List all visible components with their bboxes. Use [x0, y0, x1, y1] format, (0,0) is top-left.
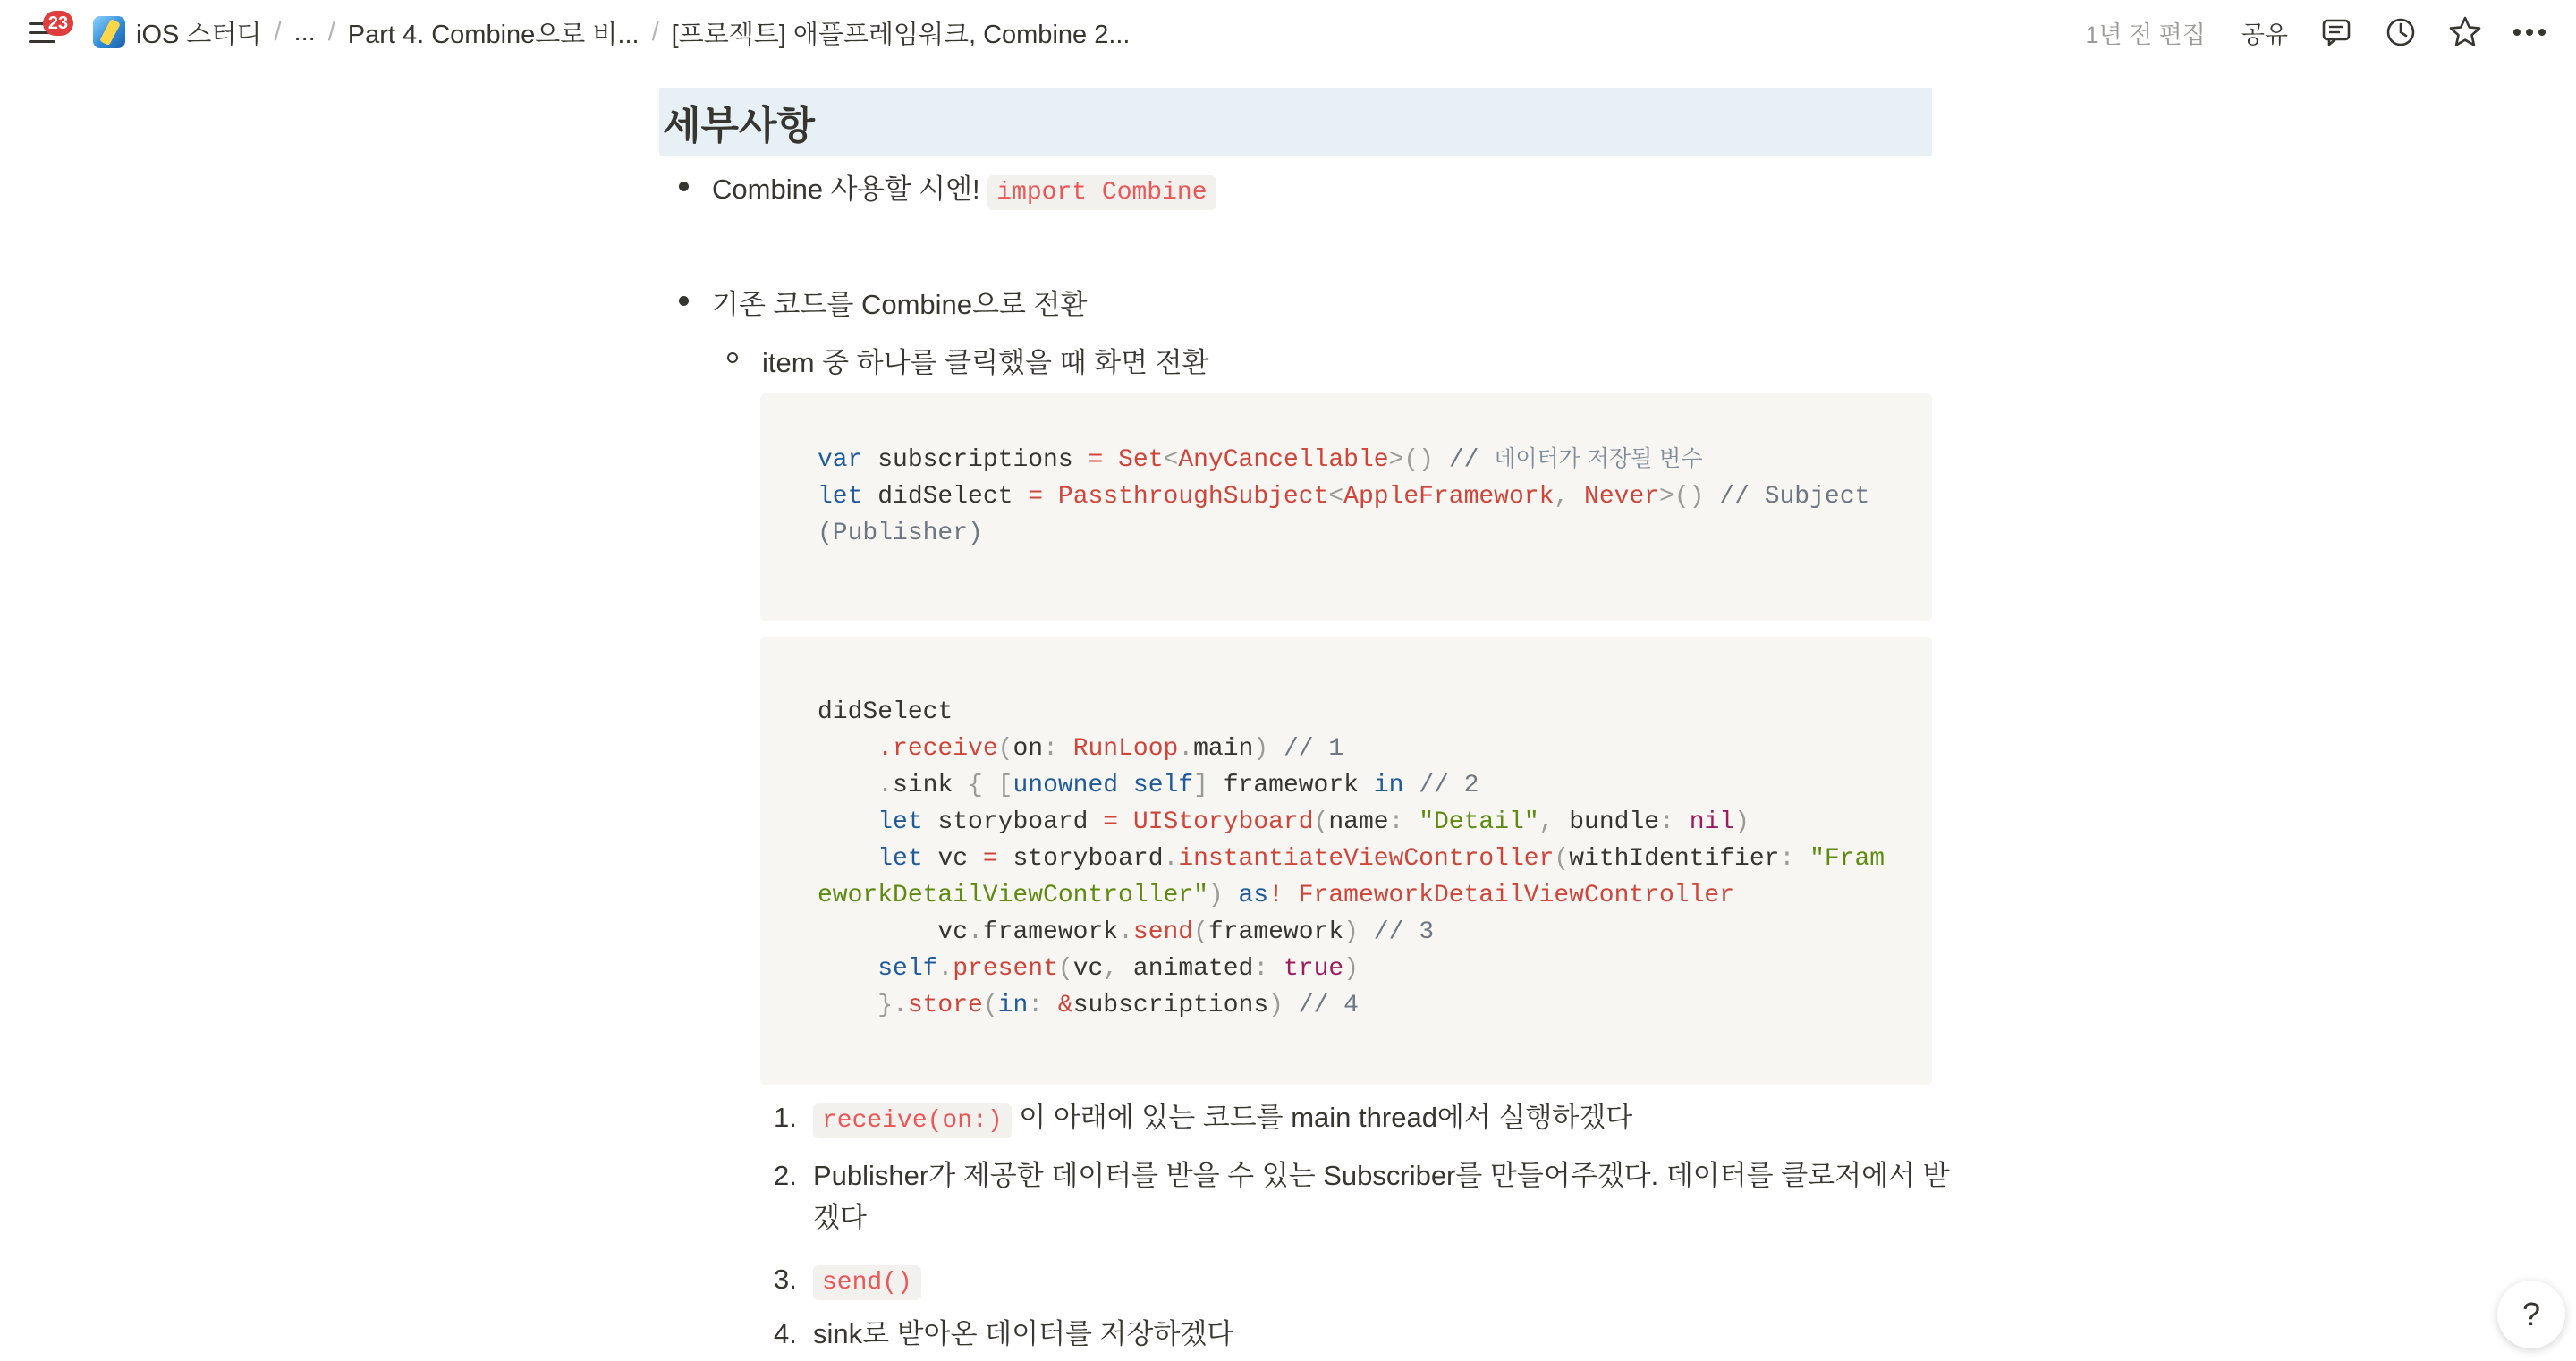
help-button[interactable]: ? [2497, 1281, 2565, 1348]
code-line: .receive(on: RunLoop.main) // 1 [877, 735, 1344, 763]
list-number: 3. [774, 1264, 797, 1295]
bullet-item[interactable] [712, 282, 1087, 322]
breadcrumb [86, 0, 1138, 64]
workspace-pencil-icon [93, 16, 125, 48]
more-icon[interactable] [2512, 14, 2547, 50]
list-number: 1. [774, 1102, 797, 1133]
top-bar [0, 0, 2576, 64]
sub-bullet-item[interactable] [762, 340, 1209, 380]
list-number: 4. [774, 1318, 797, 1349]
code-line: vc.framework.send(framework) // 3 [818, 918, 1434, 946]
code-line: let storyboard = UIStoryboard(name: "Detail", bundle: nil) [877, 808, 1750, 836]
page-content [659, 88, 1932, 156]
sub-bullet-text: item 중 하나를 클릭했을 때 화면 전환 [762, 347, 1209, 378]
bullet-dot [679, 296, 689, 306]
breadcrumb-separator: / [327, 17, 335, 46]
code-line: .sink { [unowned self] framework in // 2 [877, 772, 1479, 799]
bullet-text: 기존 코드를 Combine으로 전환 [712, 289, 1088, 320]
code-line: let didSelect = PassthroughSubject<AppleFramework, Never>() // Subject(Publisher) [818, 483, 1870, 547]
menu-icon-bar [29, 40, 55, 43]
inline-code: import Combine [987, 175, 1216, 210]
inline-code: receive(on:) [813, 1103, 1012, 1138]
code-block[interactable] [760, 637, 1932, 1085]
list-text-body: 이 아래에 있는 코드를 main thread에서 실행하겠다 [1019, 1102, 1633, 1133]
breadcrumb-separator: / [651, 17, 659, 46]
list-text [813, 1154, 1950, 1238]
last-edited-text: 1년 전 편집 [2085, 21, 2206, 48]
code-line: self.present(vc, animated: true) [877, 955, 1359, 983]
breadcrumb-ellipsis[interactable]: ... [293, 17, 316, 46]
sub-bullet-ring [727, 352, 738, 363]
inline-code: send() [813, 1265, 921, 1300]
code-line: didSelect [818, 698, 953, 726]
code-line: }.store(in: &subscriptions) // 4 [877, 992, 1359, 1019]
history-clock-icon[interactable] [2383, 14, 2419, 50]
star-icon[interactable] [2447, 14, 2483, 50]
list-text [813, 1096, 1632, 1142]
comment-icon[interactable] [2318, 14, 2354, 50]
sidebar-menu-button[interactable] [27, 13, 69, 48]
breadcrumb-page[interactable]: [프로젝트] 애플프레임워크, Combine 2... [671, 20, 1131, 49]
breadcrumb-separator: / [274, 17, 282, 46]
topbar-actions [2085, 0, 2576, 64]
breadcrumb-workspace[interactable] [86, 11, 268, 55]
list-number: 2. [774, 1160, 797, 1191]
bullet-item[interactable] [712, 166, 1216, 207]
section-heading[interactable]: 세부사항 [659, 88, 1932, 156]
list-text: sink로 받아온 데이터를 저장하겠다 [813, 1318, 1234, 1349]
notification-badge: 23 [43, 11, 73, 36]
list-text-line: 겠다 [813, 1202, 867, 1233]
share-button[interactable]: 공유 [2241, 21, 2288, 48]
code-line: var subscriptions = Set<AnyCancellable>() // 데이터가 저장될 변수 [818, 445, 1703, 474]
breadcrumb-part[interactable]: Part 4. Combine으로 비... [347, 20, 640, 49]
bullet-dot [679, 182, 689, 191]
breadcrumb-workspace-label: iOS 스터디 [136, 20, 262, 49]
code-block[interactable] [760, 393, 1932, 621]
code-line: let vc = storyboard.instantiateViewController(withIdentifier: "FrameworkDetailViewController") as! FrameworkDetailViewController [818, 845, 1885, 909]
list-text-line: Publisher가 제공한 데이터를 받을 수 있는 Subscriber를 만들어주겠다. 데이터를 클로저에서 받 [813, 1160, 1950, 1191]
list-text [813, 1258, 921, 1304]
bullet-text: Combine 사용할 시엔! [712, 173, 980, 205]
